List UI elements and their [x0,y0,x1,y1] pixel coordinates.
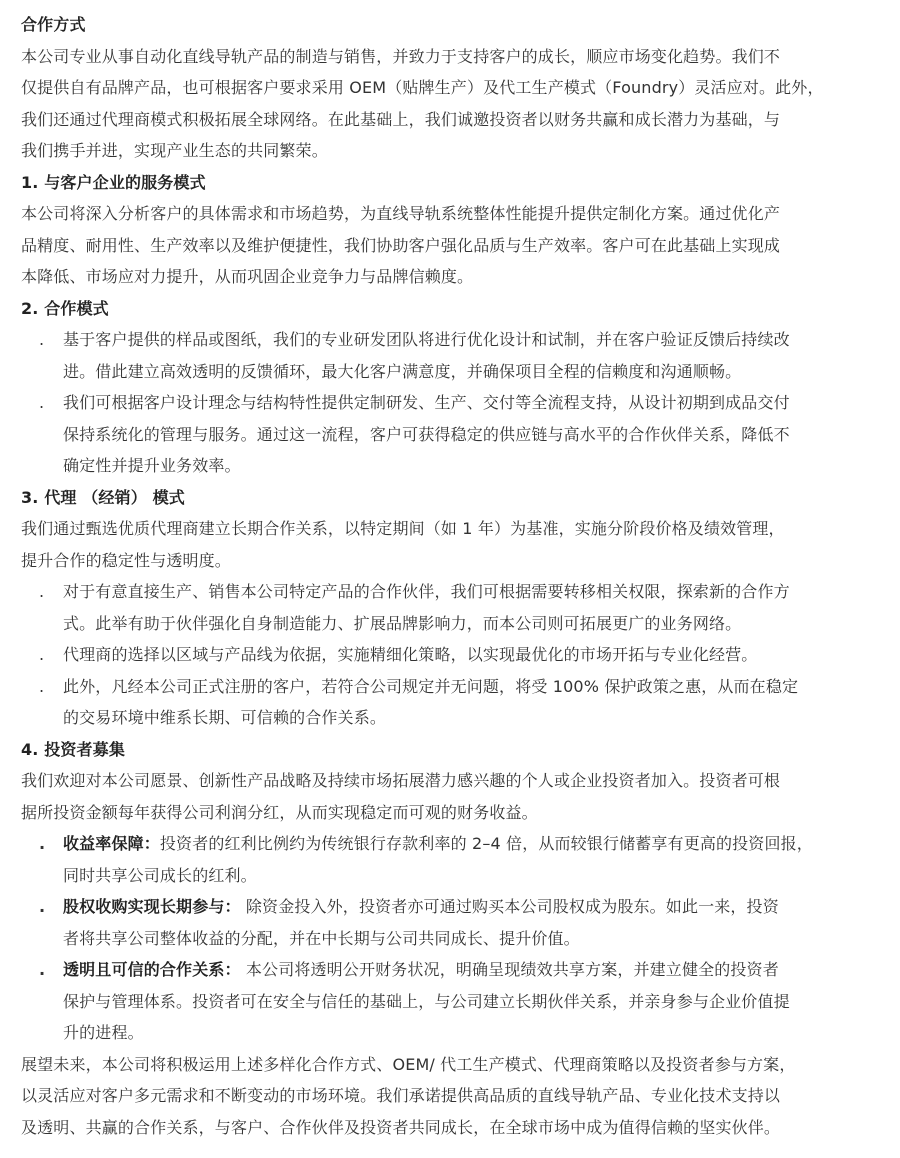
section-heading: 4. 投资者募集 [21,739,125,759]
closing-paragraph [21,1049,874,1144]
section-body-line: 品精度、耐用性、生产效率以及维护便捷性，我们协助客户强化品质与生产效率。客户可在此基础上实现成 [21,235,781,255]
bullet-item [21,891,874,954]
section-agency-model [21,482,874,734]
bullet-text: 除资金投入外，投资者亦可通过购买本公司股权成为股东。如此一来，投资 [240,897,779,916]
section-body-line: 据所投资金额每年获得公司利润分红，从而实现稳定而可观的财务收益。 [21,802,538,822]
bullet-text: 对于有意直接生产、销售本公司特定产品的合作伙伴，我们可根据需要转移相关权限，探索新的合作方 [63,582,790,601]
bullet-text: 者将共享公司整体收益的分配，并在中长期与公司共同成长、提升价值。 [63,928,580,948]
section-investor-recruitment [21,734,874,1049]
bullet-item [21,639,874,671]
bullet-text: 基于客户提供的样品或图纸，我们的专业研发团队将进行优化设计和试制，并在客户验证反馈后持续改 [63,330,790,349]
intro-line: 本公司专业从事自动化直线导轨产品的制造与销售，并致力于支持客户的成长，顺应市场变化趋势。我们不 [21,46,781,66]
bullet-item [21,387,874,482]
bullet-dot: . [39,645,45,664]
page-title: 合作方式 [21,15,86,34]
section-body-line: 我们欢迎对本公司愿景、创新性产品战略及持续市场拓展潜力感兴趣的个人或企业投资者加入。投资者可根 [21,771,781,790]
section-heading: 3. 代理 （经销） 模式 [21,487,185,507]
section-heading: 2. 合作模式 [21,298,109,318]
bullet-text: 代理商的选择以区域与产品线为依据，实施精细化策略，以实现最优化的市场开拓与专业化经营。 [63,645,758,664]
bullet-text: 保持系统化的管理与服务。通过这一流程，客户可获得稳定的供应链与高水平的合作伙伴关系，降低不 [63,424,790,444]
section-heading: 1. 与客户企业的服务模式 [21,172,206,192]
bullet-item [21,671,874,734]
bullet-dot: . [39,676,45,696]
bullet-text: 本公司将透明公开财务状况，明确呈现绩效共享方案，并建立健全的投资者 [240,960,779,979]
section-body-line: 本降低、市场应对力提升，从而巩固企业竞争力与品牌信赖度。 [21,267,474,286]
bullet-text: 投资者的红利比例约为传统银行存款利率的 2–4 倍，从而较银行储蓄享有更高的投资回报， [159,834,813,853]
bullet-lead: 透明且可信的合作关系： [63,960,241,979]
closing-line: 及透明、共赢的合作关系，与客户、合作伙伴及投资者共同成长，在全球市场中成为值得信赖的坚实伙伴。 [21,1117,781,1137]
bullet-text: 同时共享公司成长的红利。 [63,865,257,885]
intro-line: 我们携手并进，实现产业生态的共同繁荣。 [21,141,328,160]
bullet-dot: . [39,582,45,601]
bullet-text: 升的进程。 [63,1023,144,1042]
section-body-line: 本公司将深入分析客户的具体需求和市场趋势，为直线导轨系统整体性能提升提供定制化方案。通过优化产 [21,204,781,223]
bullet-text: 我们可根据客户设计理念与结构特性提供定制研发、生产、交付等全流程支持，从设计初期到成品交付 [63,393,790,412]
bullet-text: 此外，凡经本公司正式注册的客户，若符合公司规定并无问题，将受 100% 保护政策之惠，从而在稳定 [63,676,799,696]
bullet-text: 式。此举有助于伙伴强化自身制造能力、扩展品牌影响力，而本公司则可拓展更广的业务网络。 [63,613,742,633]
bullet-lead: 股权收购实现长期参与： [63,897,241,916]
bullet-dot: . [39,330,45,349]
bullet-item [21,324,874,387]
intro-line: 我们还通过代理商模式积极拓展全球网络。在此基础上，我们诚邀投资者以财务共赢和成长潜力为基础，与 [21,109,781,129]
bullet-lead: 收益率保障： [63,834,160,853]
bullet-text: 的交易环境中维系长期、可信赖的合作关系。 [63,708,387,727]
bullet-item [21,576,874,639]
bullet-text: 确定性并提升业务效率。 [63,456,241,475]
bullet-item [21,954,874,1049]
closing-line: 展望未来，本公司将积极运用上述多样化合作方式、OEM/ 代工生产模式、代理商策略以及投资者参与方案， [21,1054,796,1074]
bullet-dot: . [39,960,46,979]
bullet-item [21,828,874,891]
section-body-line: 我们通过甄选优质代理商建立长期合作关系，以特定期间（如 1 年）为基准，实施分阶段价格及绩效管理， [21,519,785,538]
intro-line: 仅提供自有品牌产品，也可根据客户要求采用 OEM（贴牌生产）及代工生产模式（Foundry）灵活应对。此外， [21,78,824,97]
bullet-dot: . [39,393,45,412]
bullet-text: 进。借此建立高效透明的反馈循环，最大化客户满意度，并确保项目全程的信赖度和沟通顺畅。 [63,361,742,381]
intro-paragraph [21,41,874,167]
section-client-service [21,167,874,293]
bullet-text: 保护与管理体系。投资者可在安全与信任的基础上，与公司建立长期伙伴关系，并亲身参与企业价值提 [63,991,790,1011]
section-cooperation-model [21,293,874,482]
bullet-dot: . [39,834,46,853]
section-body-line: 提升合作的稳定性与透明度。 [21,550,231,570]
bullet-dot: . [39,897,46,916]
closing-line: 以灵活应对客户多元需求和不断变动的市场环境。我们承诺提供高品质的直线导轨产品、专业化技术支持以 [21,1086,781,1105]
